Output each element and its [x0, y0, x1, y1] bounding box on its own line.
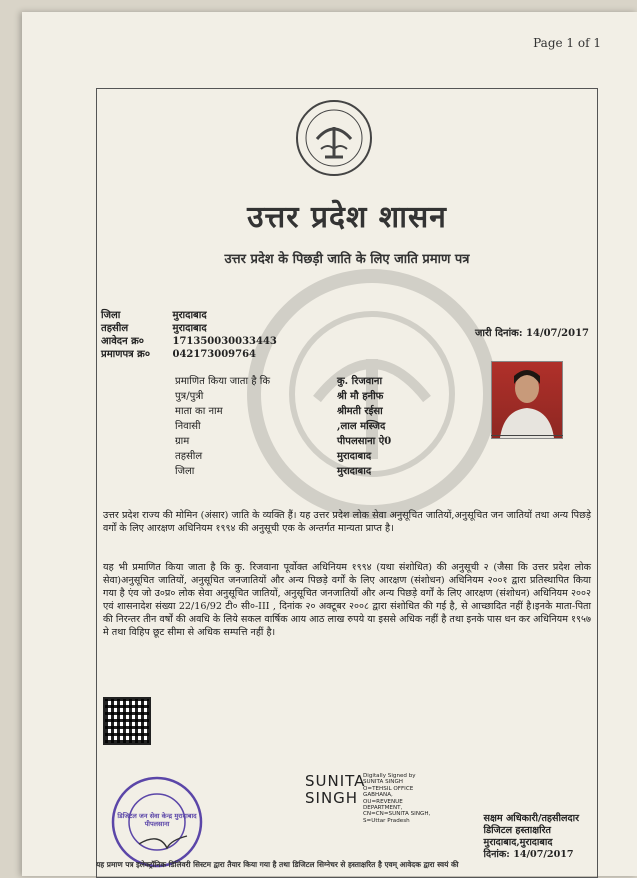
issue-date-label: जारी दिनांक:: [474, 328, 523, 339]
certificate-sheet: [22, 12, 637, 876]
district-value: मुरादाबाद: [172, 310, 207, 321]
issue-date-value: 14/07/2017: [526, 328, 589, 339]
detail-value: मुरादाबाद: [337, 466, 372, 477]
application-no-value: 171350030033443: [172, 336, 277, 347]
certificate-title: उत्तर प्रदेश शासन: [247, 200, 447, 235]
footer-note: यह प्रमाण पत्र इलेक्ट्रॉनिक डिलिवरी सिस्टम द्वारा तैयार किया गया है तथा डिजिटल सिग्नेचर से हस्ताक्षरित है एवम् आवेदक द्वारा स्वयं की: [96, 860, 459, 869]
signature-name-line-1: SUNITA: [305, 772, 366, 790]
digital-signature: [305, 772, 431, 824]
officer-date-value: 14/07/2017: [513, 849, 574, 860]
person-icon: [492, 362, 562, 438]
body-paragraph-1: उत्तर प्रदेश राज्य की मोमिन (अंसार) जाति के व्यक्ति हैं। यह उत्तर प्रदेश लोक सेवा अनुसूचित जातियों,अनुसूचित जन जातियों तथा अन्य पिछड़े वर्गों के लिए आरक्षण अधिनियम १९९४ की अनुसूची एक के अन्तर्गत मान्यता प्राप्त है।: [103, 510, 591, 534]
page-indicator: Page 1 of 1: [533, 36, 601, 50]
detail-value: ,लाल मस्जिद: [337, 421, 386, 432]
officer-location: मुरादाबाद,मुरादाबाद: [483, 837, 553, 848]
certificate-frame: [96, 88, 598, 878]
detail-label: प्रमाणित किया जाता है कि: [175, 376, 271, 387]
district-row: [101, 307, 207, 321]
detail-label: तहसील: [175, 451, 203, 462]
body-paragraph-2: यह भी प्रमाणित किया जाता है कि कु. रिजवाना पूर्वोक्त अधिनियम १९९४ (यथा संशोधित) की अनुसूची २ (जैसा कि उत्तर प्रदेश लोक सेवा)अनुसूचित जातियों, अनुसूचित जनजातियों और अन्य पिछड़े वर्गों के लिए आरक्षण (संशोधन) अधिनियम २००१ द्वारा प्रतिस्थापित किया गया है एंव जो उ०प्र० लोक सेवा अनुसूचित जातियों, अनुसूचित जनजातियों और अन्य पिछड़े वर्गों के लिए आरक्षण (संशोधन) अधिनियम २००२ एवं शासनादेश संख्या 22/16/92 टी० सी०-III , दिनांक २० अक्टूबर २००८ द्वारा संशोधित की गई है, से आच्छादित नहीं है।इनके माता-पिता की निरन्तर तीन वर्षों की अवधि के लिये सकल वार्षिक आय आठ लाख रुपये या इससे अधिक नहीं है तथा इनके पास धन कर अधिनियम १९५७ मे तथा विहिप छूट सीमा से अधिक सम्पत्ति नहीं है।: [103, 562, 591, 638]
officer-designation: सक्षम अधिकारी/तहसीलदार: [483, 813, 579, 824]
district-label: जिला: [101, 310, 121, 321]
stamp-text: डिजिटल जन सेवा केन्द्र मुरादाबाद पीपलसाना: [117, 812, 197, 828]
tehsil-value: मुरादाबाद: [172, 323, 207, 334]
photo-underline: [491, 435, 563, 436]
certificate-no-row: [101, 346, 256, 360]
detail-label: जिला: [175, 466, 195, 477]
officer-date-label: दिनांक:: [483, 849, 510, 860]
certificate-no-label: प्रमाणपत्र क्र०: [101, 349, 151, 360]
detail-label: माता का नाम: [175, 406, 223, 417]
application-no-label: आवेदन क्र०: [101, 336, 145, 347]
tehsil-label: तहसील: [101, 323, 129, 334]
qr-code-icon: [103, 697, 151, 745]
detail-label: पुत्र/पुत्री: [175, 391, 204, 402]
certificate-no-value: 042173009764: [172, 349, 256, 360]
issue-date: [475, 325, 589, 339]
detail-value: मुरादाबाद: [337, 451, 372, 462]
detail-label: ग्राम: [175, 436, 190, 447]
officer-digital-signed: डिजिटल हस्ताक्षरित: [483, 825, 551, 836]
detail-label: निवासी: [175, 421, 201, 432]
officer-block: [484, 813, 579, 861]
detail-value: पीपलसाना ऐ0: [337, 436, 392, 447]
detail-value: श्रीमती रईसा: [337, 406, 383, 417]
certificate-subtitle: उत्तर प्रदेश के पिछड़ी जाति के लिए जाति प्रमाण पत्र: [224, 252, 470, 267]
official-stamp: [109, 774, 205, 870]
application-no-row: [101, 333, 277, 347]
applicant-photo: [491, 361, 563, 439]
tehsil-row: [101, 320, 207, 334]
signature-details: Digitally Signed by SUNITA SINGH O=TEHSIL OFFICE GABHANA, OU=REVENUE DEPARTMENT, CN=CN=SUNITA SINGH, S=Uttar Pradesh: [363, 773, 431, 824]
detail-value: श्री मौ हनीफ: [337, 391, 384, 402]
up-government-emblem-icon: [295, 99, 373, 177]
signature-name-line-2: SINGH: [305, 789, 359, 807]
detail-value: कु. रिजवाना: [337, 376, 383, 387]
